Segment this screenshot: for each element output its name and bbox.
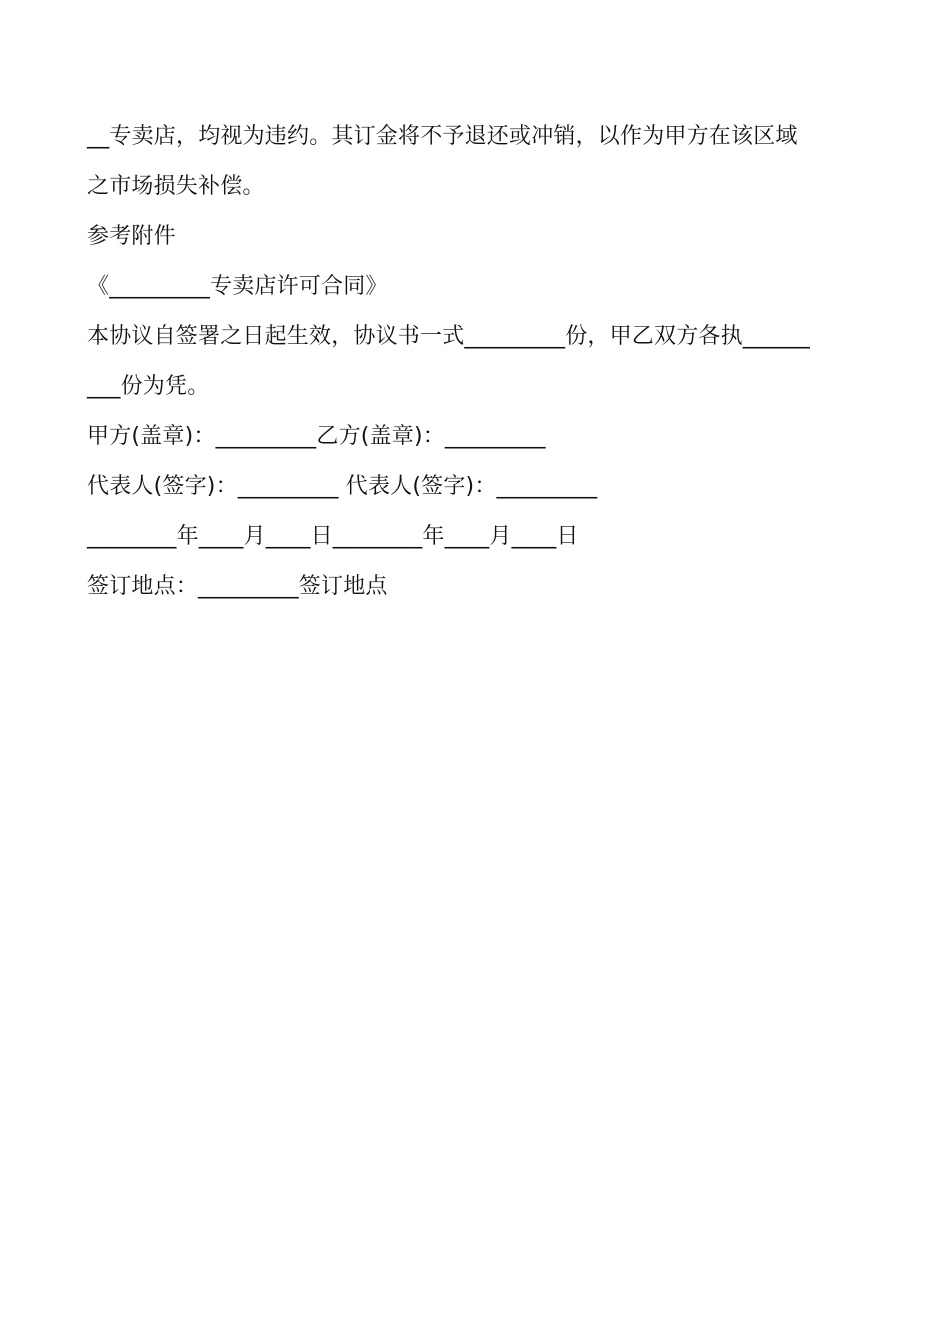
text-line-copies-clause: ___份为凭。 [87,374,210,399]
text-line-attachment-title: 《_________专卖店许可合同》 [87,274,388,299]
text-line-representative-signatures: 代表人(签字)：_________ 代表人(签字)：_________ [87,474,598,499]
text-line-signing-place: 签订地点：_________签订地点 [87,574,388,599]
text-line-party-seals: 甲方(盖章)：_________乙方(盖章)：_________ [87,424,546,449]
text-line-violation-clause: __专卖店，均视为违约。其订金将不予退还或冲销，以作为甲方在该区域 [87,124,798,149]
document-body [87,112,877,612]
text-line-effective-clause: 本协议自签署之日起生效，协议书一式_________份，甲乙双方各执______ [87,324,811,349]
text-line-compensation: 之市场损失补偿。 [87,174,265,199]
text-line-dates: ________年____月____日________年____月____日 [87,524,579,549]
text-line-attachment-heading: 参考附件 [87,224,176,249]
